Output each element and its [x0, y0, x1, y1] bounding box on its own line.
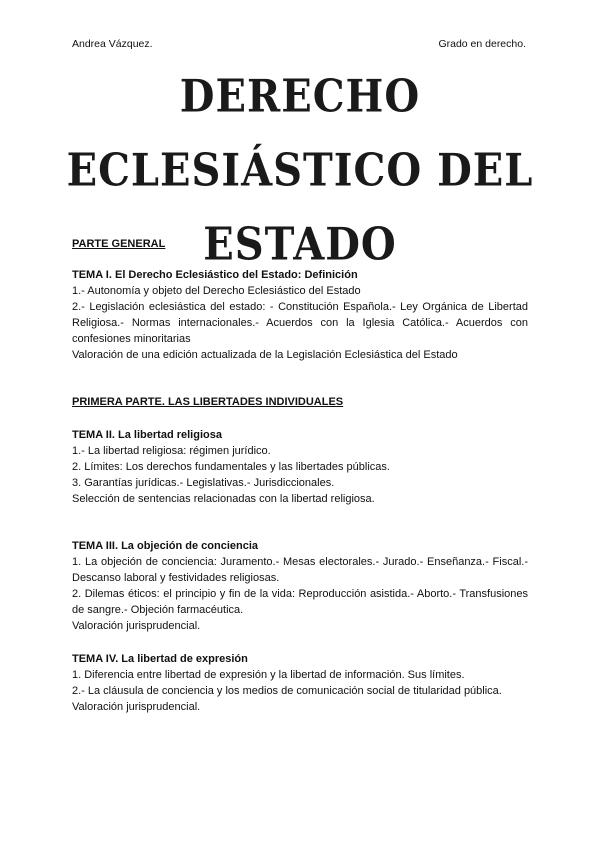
tema-4-line: 1. Diferencia entre libertad de expresión y la libertad de información. Sus límites.	[72, 669, 465, 681]
tema-3-heading: TEMA III. La objeción de conciencia	[72, 540, 259, 552]
tema-3-line: 2. Dilemas éticos: el principio y fin de la vida: Reproducción asistida.- Aborto.- Transfusiones de sangre.- Objeción farmacéutica.	[72, 588, 528, 616]
tema-2-heading: TEMA II. La libertad religiosa	[72, 429, 222, 441]
tema-4-heading: TEMA IV. La libertad de expresión	[72, 653, 248, 665]
parte-general-heading: PARTE GENERAL	[72, 238, 166, 250]
document-title: DERECHO ECLESIÁSTICO DEL ESTADO	[66, 70, 534, 271]
tema-3-line: 1. La objeción de conciencia: Juramento.- Mesas electorales.- Jurado.- Enseñanza.- Fiscal.- Descanso laboral y festividades religiosas.	[72, 556, 528, 584]
tema-2-line: 3. Garantías jurídicas.- Legislativas.- Jurisdiccionales.	[72, 477, 335, 489]
tema-4-line: Valoración jurisprudencial.	[72, 701, 201, 713]
tema-2-line: 1.- La libertad religiosa: régimen jurídico.	[72, 445, 271, 457]
tema-1-heading: TEMA I. El Derecho Eclesiástico del Estado: Definición	[72, 269, 358, 281]
tema-2-line: Selección de sentencias relacionadas con la libertad religiosa.	[72, 493, 375, 505]
tema-1-line: 2.- Legislación eclesiástica del estado: - Constitución Española.- Ley Orgánica de Libertad Religiosa.- Normas internacionales.- Acuerdos con la Iglesia Católica.- Acuerdos con confesiones minoritarias	[72, 301, 528, 345]
tema-3-line: Valoración jurisprudencial.	[72, 620, 201, 632]
header-degree: Grado en derecho.	[438, 38, 526, 50]
tema-4-line: 2.- La cláusula de conciencia y los medios de comunicación social de titularidad pública.	[72, 685, 502, 697]
tema-1-line: Valoración de una edición actualizada de la Legislación Eclesiástica del Estado	[72, 349, 458, 361]
header-author: Andrea Vázquez.	[72, 38, 153, 50]
tema-2-line: 2. Límites: Los derechos fundamentales y las libertades públicas.	[72, 461, 390, 473]
primera-parte-heading: PRIMERA PARTE. LAS LIBERTADES INDIVIDUALES	[72, 396, 344, 408]
tema-1-line: 1.- Autonomía y objeto del Derecho Eclesiástico del Estado	[72, 285, 361, 297]
document-body	[72, 236, 528, 715]
